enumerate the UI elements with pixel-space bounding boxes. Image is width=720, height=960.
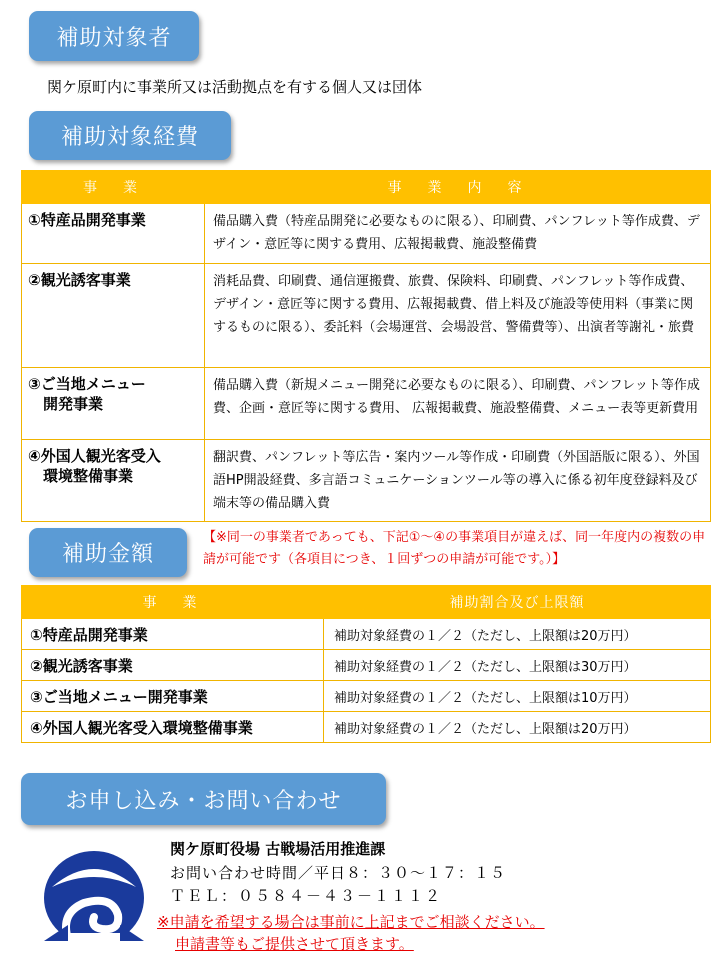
amount-value: 補助対象経費の１／２（ただし、上限額は20万円） bbox=[324, 619, 711, 650]
contact-note-1: ※申請を希望する場合は事前に上記までご相談ください。 bbox=[157, 913, 545, 931]
expenses-table bbox=[21, 170, 711, 522]
expense-category: ②観光誘客事業 bbox=[22, 264, 205, 368]
table-row bbox=[22, 368, 711, 440]
eligible-description: 関ケ原町内に事業所又は活動拠点を有する個人又は団体 bbox=[47, 78, 423, 96]
table-row bbox=[22, 264, 711, 368]
table-row bbox=[22, 650, 711, 681]
amount-category: ②観光誘客事業 bbox=[22, 650, 324, 681]
amount-table bbox=[21, 585, 711, 743]
expenses-header-content: 事 業 内 容 bbox=[205, 171, 711, 204]
table-row bbox=[22, 440, 711, 522]
expense-description: 備品購入費（新規メニュー開発に必要なものに限る）、印刷費、パンフレット等作成費、企画・意匠等に関する費用、 広報掲載費、施設整備費、メニュー表等更新費用 bbox=[205, 368, 711, 440]
section-title-expenses: 補助対象経費 bbox=[29, 111, 231, 160]
amount-note: 【※同一の事業者であっても、下記①～④の事業項目が違えば、同一年度内の複数の申請が可能です（各項目につき、１回ずつの申請が可能です。）】 bbox=[203, 530, 706, 567]
amount-header-rate: 補助割合及び上限額 bbox=[324, 586, 711, 619]
section-title-eligible: 補助対象者 bbox=[29, 11, 199, 61]
amount-category: ③ご当地メニュー開発事業 bbox=[22, 681, 324, 712]
expense-category: ①特産品開発事業 bbox=[22, 204, 205, 264]
table-row bbox=[22, 619, 711, 650]
amount-value: 補助対象経費の１／２（ただし、上限額は20万円） bbox=[324, 712, 711, 743]
table-row bbox=[22, 712, 711, 743]
table-row bbox=[22, 204, 711, 264]
section-title-contact: お申し込み・お問い合わせ bbox=[21, 773, 386, 825]
contact-note-2: 申請書等もご提供させて頂きます。 bbox=[175, 935, 414, 953]
contact-office: 関ケ原町役場 古戦場活用推進課 bbox=[170, 840, 386, 858]
expense-description: 消耗品費、印刷費、通信運搬費、旅費、保険料、印刷費、パンフレット等作成費、デザイン・意匠等に関する費用、広報掲載費、借上料及び施設等使用料（事業に関するものに限る）、委託料（会場運営、会場設営、警備費等）、出演者等謝礼・旅費 bbox=[205, 264, 711, 368]
contact-hours: お問い合わせ時間／平日８：３０～１７：１５ bbox=[170, 864, 507, 882]
amount-value: 補助対象経費の１／２（ただし、上限額は30万円） bbox=[324, 650, 711, 681]
amount-category: ④外国人観光客受入環境整備事業 bbox=[22, 712, 324, 743]
expenses-header-business: 事 業 bbox=[22, 171, 205, 204]
section-title-amount: 補助金額 bbox=[29, 528, 187, 577]
expense-category: ③ご当地メニュー 開発事業 bbox=[22, 368, 205, 440]
contact-tel: ＴＥＬ：０５８４－４３－１１１２ bbox=[170, 887, 443, 905]
amount-value: 補助対象経費の１／２（ただし、上限額は10万円） bbox=[324, 681, 711, 712]
table-row bbox=[22, 681, 711, 712]
expense-description: 備品購入費（特産品開発に必要なものに限る）、印刷費、パンフレット等作成費、デザイン・意匠等に関する費用、広報掲載費、施設整備費 bbox=[205, 204, 711, 264]
town-logo-icon bbox=[32, 843, 156, 953]
amount-header-business: 事 業 bbox=[22, 586, 324, 619]
expense-category: ④外国人観光客受入 環境整備事業 bbox=[22, 440, 205, 522]
expense-description: 翻訳費、パンフレット等広告・案内ツール等作成・印刷費（外国語版に限る）、外国語HP開設経費、多言語コミュニケーションツール等の導入に係る初年度登録料及び端末等の備品購入費 bbox=[205, 440, 711, 522]
amount-category: ①特産品開発事業 bbox=[22, 619, 324, 650]
